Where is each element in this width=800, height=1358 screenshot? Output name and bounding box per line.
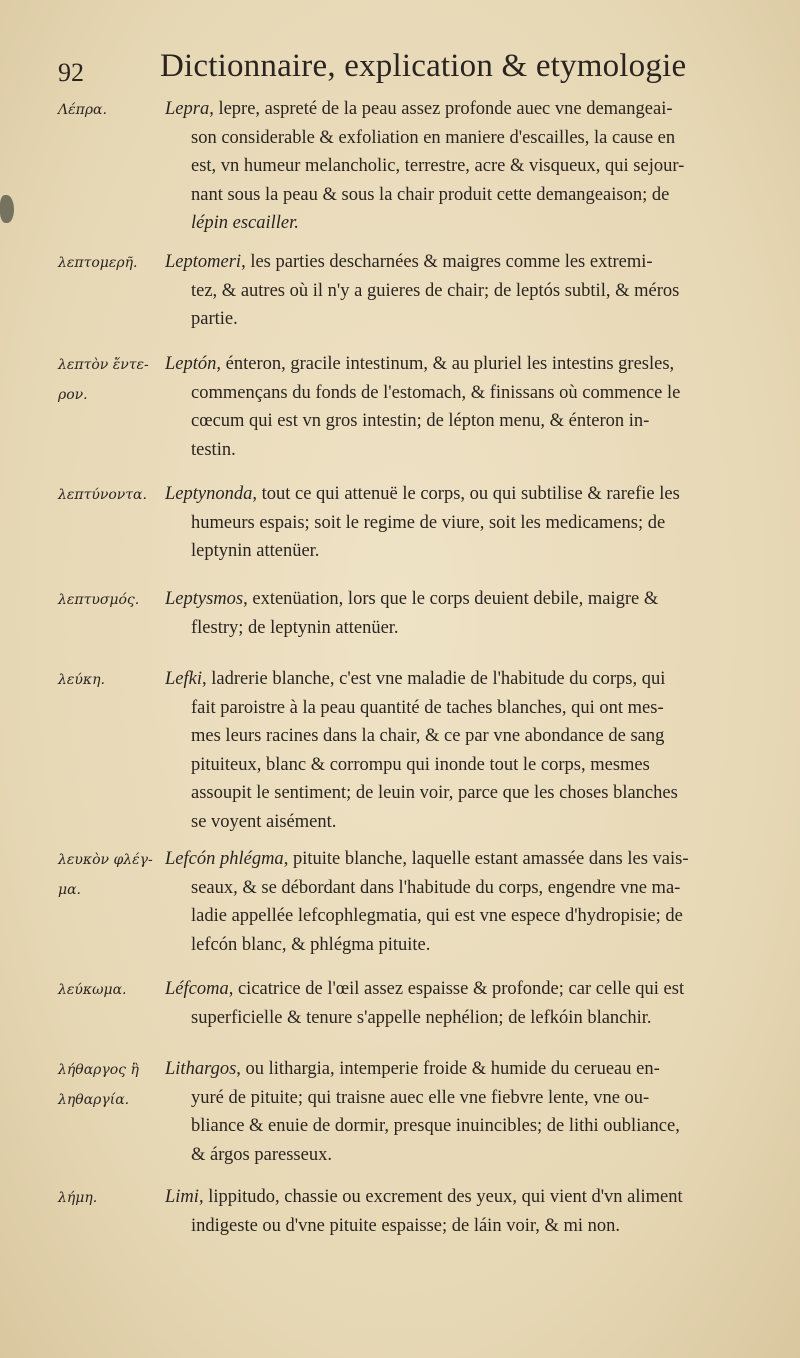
greek-headword: λεπτύνοντα. [58, 487, 147, 503]
lemma-term: Lithargos [165, 1059, 237, 1079]
greek-headword: λεύκη. [58, 672, 105, 688]
entry-text [165, 480, 760, 566]
entry-line: se voyent aisément. [191, 811, 337, 832]
page-number: 92 [58, 58, 84, 87]
entry-line: tez, & autres où il n'y a guieres de chair; de leptós subtil, & méros [191, 280, 680, 301]
entry-text [165, 1183, 760, 1240]
entry-line: bliance & enuie de dormir, presque inuincibles; de lithi oubliance, [191, 1116, 680, 1137]
entry-line: cœcum qui est vn gros intestin; de lépton menu, & énteron in- [191, 411, 650, 432]
lemma-term: Leptón [165, 354, 217, 374]
entry-line: lépin escailler. [191, 213, 299, 234]
greek-headword: λήμη. [58, 1190, 98, 1206]
entry-line: superficielle & tenure s'appelle nephélion; de lefkóin blanchir. [191, 1007, 652, 1028]
entry-line: indigeste ou d'vne pituite espaisse; de láin voir, & mi non. [191, 1215, 621, 1236]
entry-line: Leptomeri, les parties descharnées & maigres comme les extremi- [165, 252, 653, 272]
entry-text [165, 975, 760, 1032]
entry-text [165, 248, 760, 334]
running-title: Dictionnaire, explication & etymologie [160, 48, 687, 84]
entry-line: Lithargos, ou lithargia, intemperie froide & humide du cerueau en- [165, 1059, 660, 1079]
entry-line: commençans du fonds de l'estomach, & finissans où commence le [191, 382, 681, 403]
entry-line: seaux, & se débordant dans l'habitude du corps, engendre vne ma- [191, 877, 681, 898]
entry-line: Lepra, lepre, aspreté de la peau assez profonde auec vne demangeai- [165, 99, 673, 119]
entry-line: Leptón, énteron, gracile intestinum, & au pluriel les intestins gresles, [165, 354, 675, 374]
entry-line: & árgos paresseux. [191, 1144, 332, 1165]
entry-line: pituiteux, blanc & corrompu qui inonde tout le corps, mesmes [191, 754, 650, 775]
entry-line: son considerable & exfoliation en maniere d'escailles, la cause en [191, 127, 676, 148]
entry-line: Lefki, ladrerie blanche, c'est vne maladie de l'habitude du corps, qui [165, 669, 666, 689]
entry-text [165, 585, 760, 642]
greek-headword: Λέπρα. [58, 102, 107, 118]
entry-line: assoupit le sentiment; de leuin voir, parce que les choses blanches [191, 783, 678, 804]
entry-text [165, 350, 760, 464]
entry-line: testin. [191, 439, 236, 460]
greek-headword: λευκὸν φλέγ- μα. [58, 852, 153, 898]
entry-line: Leptysmos, extenüation, lors que le corps deuient debile, maigre & [165, 589, 659, 609]
greek-headword: λεπτυσμός. [58, 592, 140, 608]
entry-line: ladie appellée lefcophlegmatia, qui est vne espece d'hydropisie; de [191, 906, 683, 927]
greek-headword: λεπτομερῆ. [58, 255, 138, 271]
entry-text [165, 1055, 760, 1169]
lemma-term: Lefcón phlégma [165, 849, 284, 869]
ink-stain-icon [0, 195, 14, 223]
entry-line: Lefcón phlégma, pituite blanche, laquelle estant amassée dans les vais- [165, 849, 689, 869]
lemma-term: Léfcoma [165, 979, 229, 999]
entry-line: leptynin attenüer. [191, 541, 320, 562]
entry-line: nant sous la peau & sous la chair produit cette demangeaison; de [191, 184, 670, 205]
entry-line: est, vn humeur melancholic, terrestre, acre & visqueux, qui sejour- [191, 156, 685, 177]
page-header [55, 48, 755, 98]
entry-line: mes leurs racines dans la chair, & ce par vne abondance de sang [191, 726, 665, 747]
lemma-term: Lefki [165, 669, 202, 689]
entry-line: lefcón blanc, & phlégma pituite. [191, 934, 431, 955]
entry-line: flestry; de leptynin attenüer. [191, 617, 399, 638]
greek-headword: λήθαργος ἢ ληθαργία. [58, 1062, 139, 1108]
entry-line: humeurs espais; soit le regime de viure, soit les medicamens; de [191, 512, 666, 533]
lemma-term: Limi [165, 1187, 199, 1207]
lemma-term: Lepra [165, 99, 210, 119]
lemma-term: Leptysmos [165, 589, 244, 609]
entry-text [165, 665, 760, 837]
greek-headword: λεύκωμα. [58, 982, 127, 998]
entry-line: Leptynonda, tout ce qui attenuë le corps, ou qui subtilise & rarefie les [165, 484, 680, 504]
entry-line: Léfcoma, cicatrice de l'œil assez espaisse & profonde; car celle qui est [165, 979, 685, 999]
entry-line: Limi, lippitudo, chassie ou excrement des yeux, qui vient d'vn aliment [165, 1187, 683, 1207]
entry-line: fait paroistre à la peau quantité de taches blanches, qui ont mes- [191, 697, 664, 718]
entry-text [165, 95, 760, 238]
lemma-term: Leptynonda [165, 484, 253, 504]
greek-headword: λεπτὸν ἔντε- ρον. [58, 357, 149, 403]
lemma-term: Leptomeri [165, 252, 242, 272]
entry-line: yuré de pituite; qui traisne auec elle vne fiebvre lente, vne ou- [191, 1087, 650, 1108]
entry-text [165, 845, 760, 959]
entry-line: partie. [191, 309, 238, 330]
